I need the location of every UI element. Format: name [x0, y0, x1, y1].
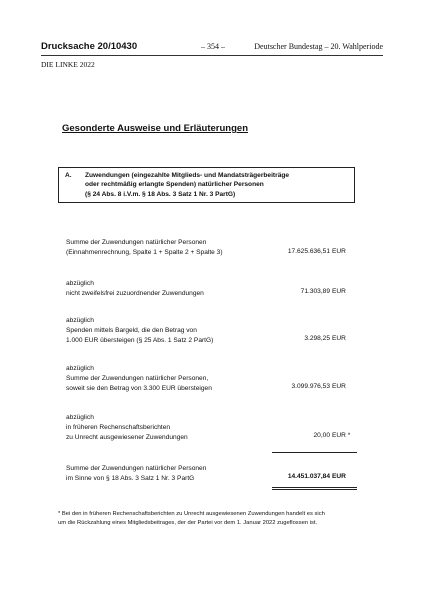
entry-unit: EUR: [332, 383, 346, 390]
section-box: [58, 167, 355, 203]
publisher: Deutscher Bundestag – 20. Wahlperiode: [254, 42, 383, 51]
total-label: Summe der Zuwendungen natürlicher Personen im Sinne von § 18 Abs. 3 Satz 1 Nr. 3 PartG: [66, 465, 207, 482]
section-title: Gesonderte Ausweise und Erläuterungen: [62, 123, 248, 134]
document-number: Drucksache 20/10430: [41, 41, 138, 52]
subtotal-rule: [272, 452, 357, 453]
entry-amount: 17.625.636,51: [287, 248, 330, 255]
entry-label: abzüglich in früheren Rechenschaftsberichten zu Unrecht ausgewiesener Zuwendungen: [66, 414, 188, 441]
entry-label: abzüglich nicht zweifelsfrei zuzuordnender Zuwendungen: [66, 280, 204, 297]
entry-label: abzüglich Spenden mittels Bargeld, die den Betrag von 1.000 EUR übersteigen (§ 25 Abs. 1 Satz 2 PartG): [66, 317, 214, 344]
total-double-rule-top: [272, 487, 357, 488]
section-heading: Zuwendungen (eingezahlte Mitglieds- und Mandatsträgerbeiträge oder rechtmäßig erlangte Spenden) natürlicher Personen (§ 24 Abs. 8 i.V.m. § 18 Abs. 3 Satz 1 Nr. 3 PartG): [85, 172, 290, 198]
entry-unit: EUR *: [332, 432, 351, 439]
header-rule: [41, 55, 383, 56]
entry-amount: 71.303,89: [300, 288, 330, 295]
section-letter: A.: [65, 172, 72, 179]
entry-label: abzüglich Summe der Zuwendungen natürlicher Personen, soweit sie den Betrag von 3.300 EUR übersteigen: [66, 365, 212, 392]
entry-unit: EUR: [332, 335, 346, 342]
total-unit: EUR: [332, 473, 346, 480]
entry-unit: EUR: [332, 288, 346, 295]
page-number: – 354 –: [201, 42, 225, 51]
entry-amount: 20,00: [313, 432, 330, 439]
total-double-rule-bottom: [272, 489, 357, 490]
entry-unit: EUR: [332, 248, 346, 255]
entry-amount: 3.099.976,53: [291, 383, 330, 390]
total-amount: 14.451.037,84: [287, 473, 330, 480]
party-year: DIE LINKE 2022: [41, 60, 95, 69]
footnote: * Bei den in früheren Rechenschaftsberichten zu Unrecht ausgewiesenen Zuwendungen handelt es sich um die Rückzahlung eines Mitgliedsbeitrages, der der Partei vor dem 1. Januar 2022 zugeflossen ist.: [58, 511, 325, 526]
entry-amount: 3.298,25: [304, 335, 330, 342]
entry-label: Summe der Zuwendungen natürlicher Personen (Einnahmenrechnung, Spalte 1 + Spalte 2 + Spalte 3): [66, 239, 223, 256]
page-header: [41, 41, 383, 55]
